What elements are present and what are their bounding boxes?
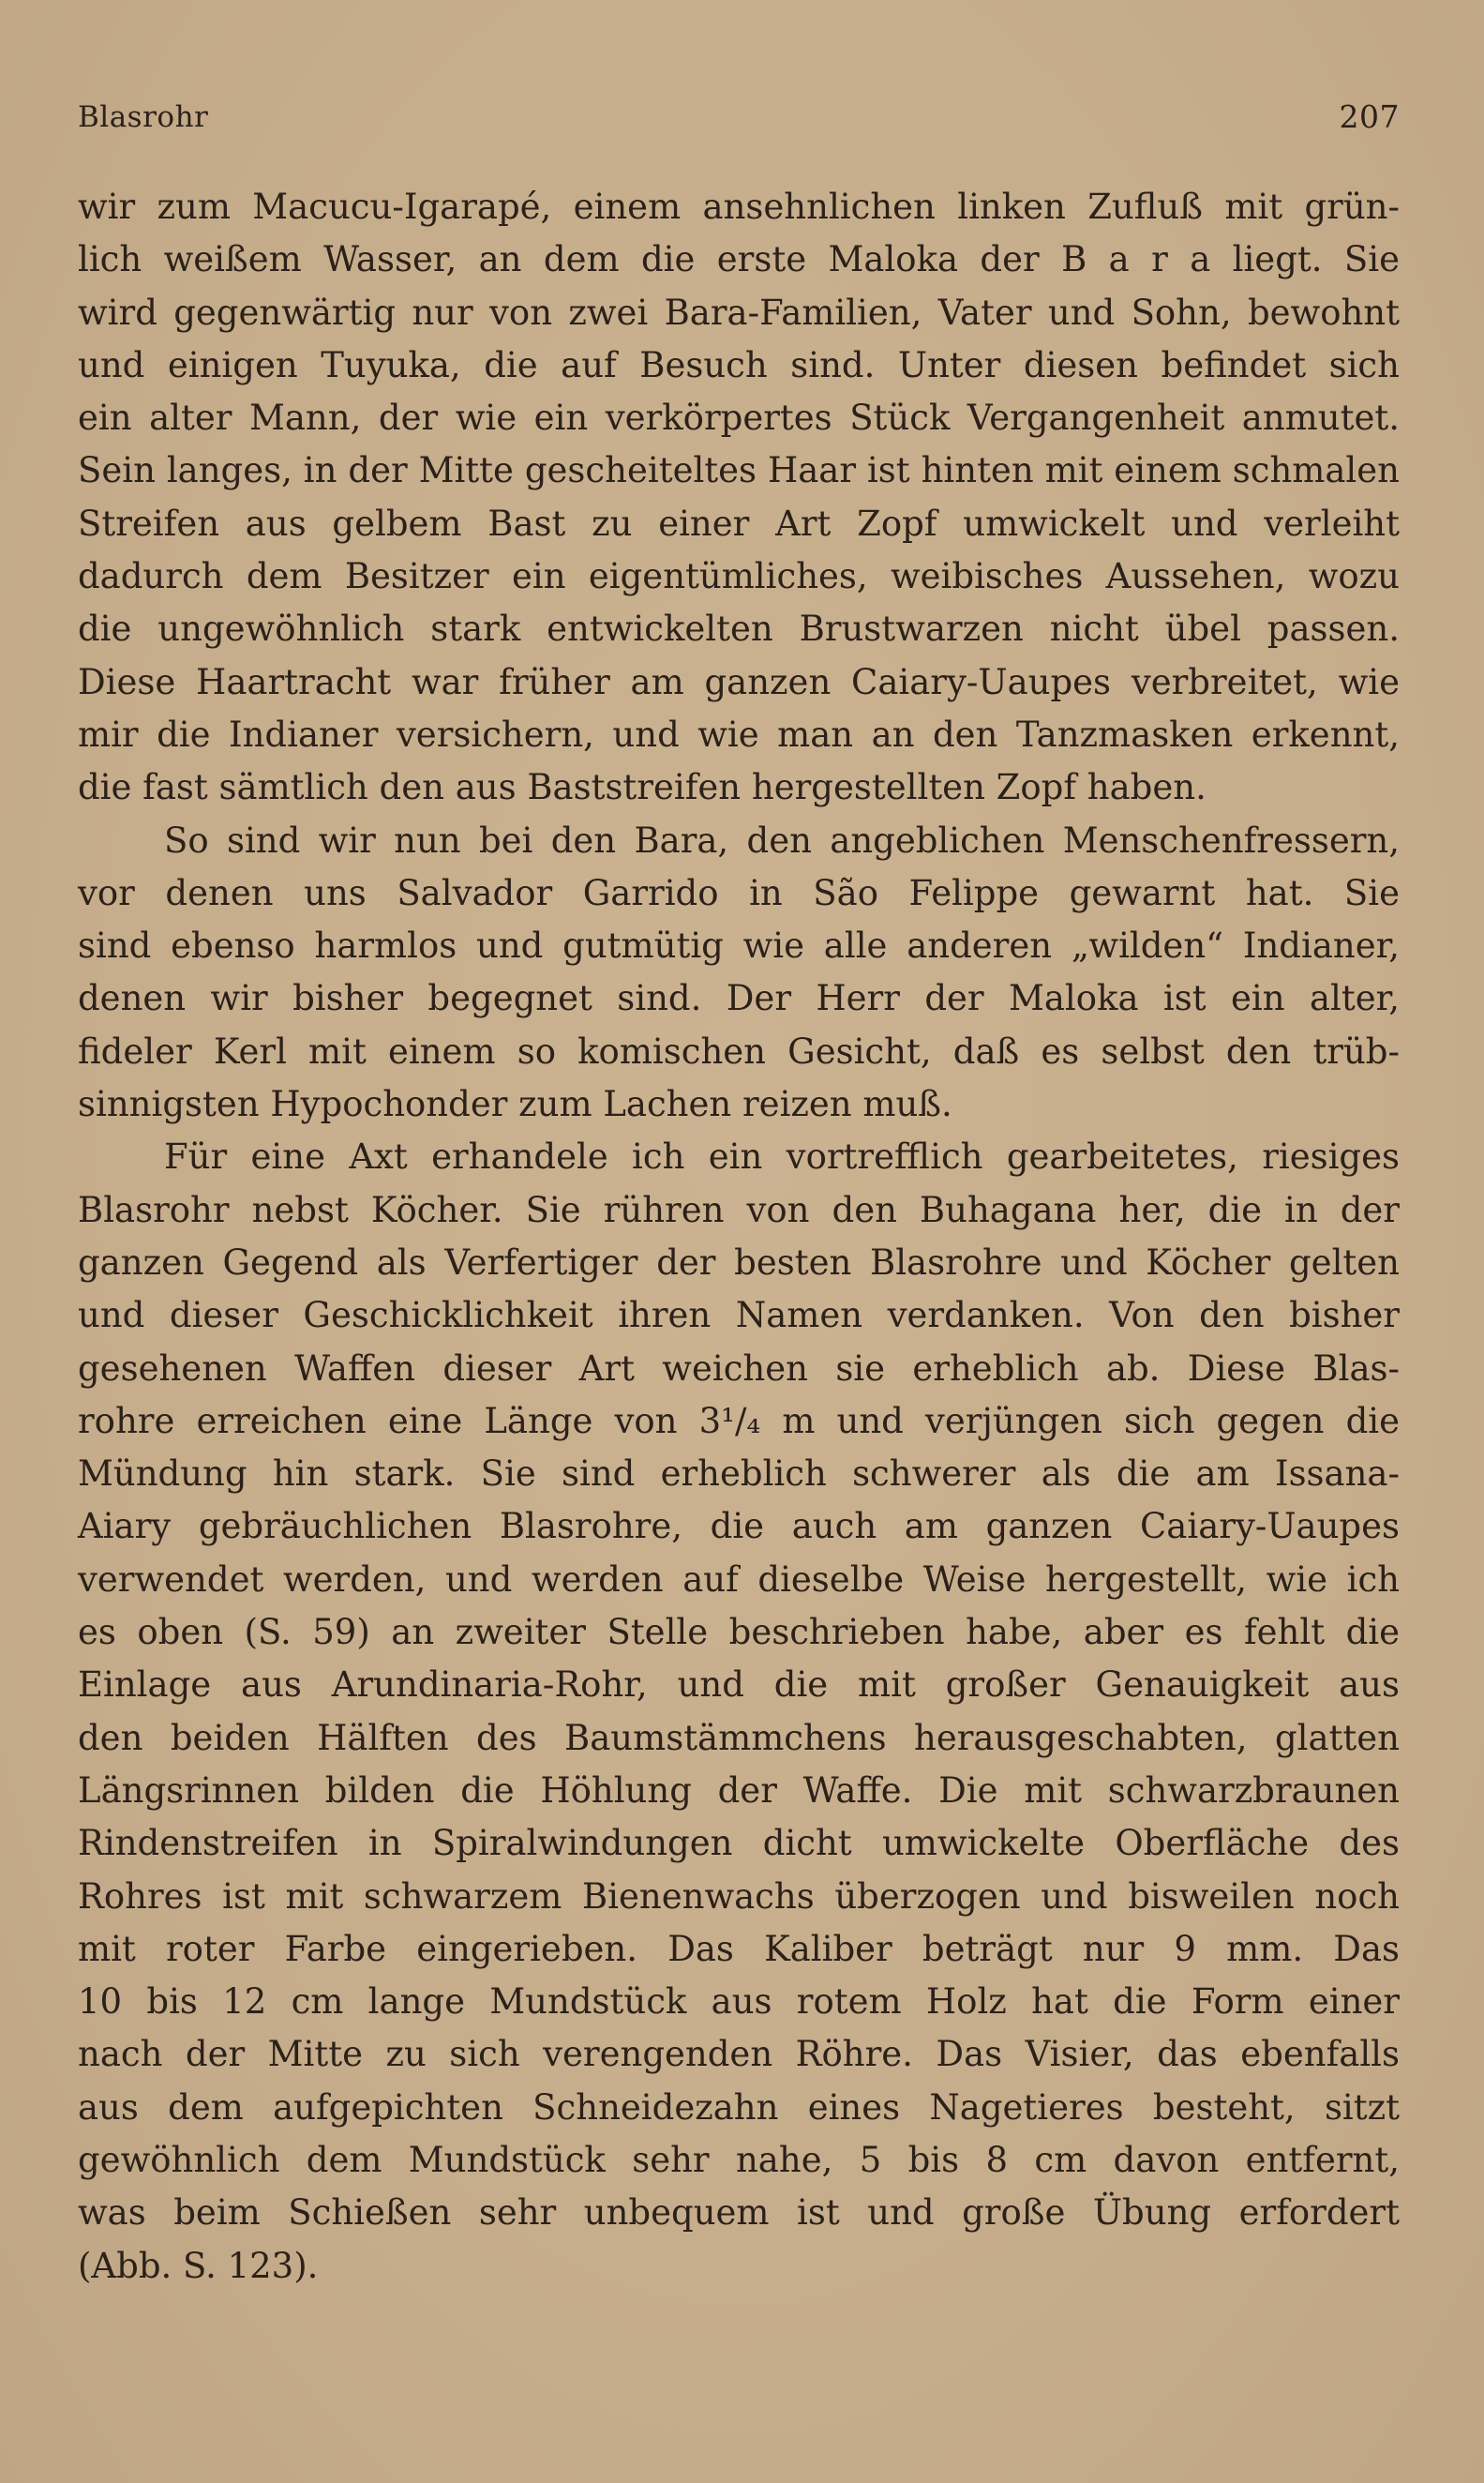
text-line: 10 bis 12 cm lange Mundstück aus rotem Holz hat die Form einer [78, 1981, 1400, 2023]
text-line: Streifen aus gelbem Bast zu einer Art Zopf umwickelt und verleiht [78, 503, 1400, 544]
text-line: mit roter Farbe eingerieben. Das Kaliber beträgt nur 9 mm. Das [78, 1928, 1400, 1969]
text-line: was beim Schießen sehr unbequem ist und große Übung erfordert [78, 2192, 1400, 2234]
text-line: vor denen uns Salvador Garrido in São Felippe gewarnt hat. Sie [78, 872, 1400, 913]
text-line: es oben (S. 59) an zweiter Stelle beschrieben habe, aber es fehlt die [78, 1612, 1400, 1653]
text-line: gewöhnlich dem Mundstück sehr nahe, 5 bis 8 cm davon entfernt, [78, 2139, 1400, 2180]
text-line: wir zum Macucu-Igarapé, einem ansehnlichen linken Zufluß mit grün- [78, 187, 1400, 227]
paragraph [78, 1131, 1400, 2293]
text-line: und dieser Geschicklichkeit ihren Namen verdanken. Von den bisher [78, 1295, 1400, 1336]
text-line: Längsrinnen bilden die Höhlung der Waffe. Die mit schwarzbraunen [78, 1769, 1400, 1811]
text-line: Einlage aus Arundinaria-Rohr, und die mit großer Genauigkeit aus [78, 1664, 1400, 1706]
text-line: fideler Kerl mit einem so komischen Gesicht, daß es selbst den trüb- [78, 1031, 1400, 1072]
text-line: den beiden Hälften des Baumstämmchens herausgeschabten, glatten [78, 1717, 1400, 1758]
text-line: aus dem aufgepichten Schneidezahn eines Nagetieres besteht, sitzt [78, 2086, 1400, 2128]
text-line: nach der Mitte zu sich verengenden Röhre. Das Visier, das ebenfalls [78, 2034, 1400, 2075]
text-line: und einigen Tuyuka, die auf Besuch sind. Unter diesen befindet sich [78, 344, 1400, 385]
text-line: sind ebenso harmlos und gutmütig wie alle anderen „wilden“ Indianer, [78, 925, 1400, 967]
text-line: ein alter Mann, der wie ein verkörpertes Stück Vergangenheit anmutet. [78, 398, 1400, 439]
page-number: 207 [1339, 98, 1400, 135]
text-line: denen wir bisher begegnet sind. Der Herr der Maloka ist ein alter, [78, 978, 1400, 1019]
text-line: verwendet werden, und werden auf dieselbe Weise hergestellt, wie ich [78, 1558, 1400, 1600]
text-line: dadurch dem Besitzer ein eigentümliches, weibisches Aussehen, wozu [78, 556, 1400, 597]
text-line: Sein langes, in der Mitte gescheiteltes Haar ist hinten mit einem schmalen [78, 450, 1400, 491]
body-text [78, 181, 1400, 2293]
text-line: gesehenen Waffen dieser Art weichen sie erheblich ab. Diese Blas- [78, 1347, 1400, 1389]
text-line: wird gegenwärtig nur von zwei Bara-Familien, Vater und Sohn, bewohnt [78, 292, 1400, 333]
text-line: Diese Haartracht war früher am ganzen Caiary-Uaupes verbreitet, wie [78, 661, 1400, 702]
text-line: rohre erreichen eine Länge von 3¹/₄ m und verjüngen sich gegen die [78, 1400, 1400, 1441]
running-head [78, 94, 1400, 141]
text-line: Aiary gebräuchlichen Blasrohre, die auch am ganzen Caiary-Uaupes [78, 1506, 1400, 1547]
text-line: mir die Indianer versichern, und wie man an den Tanzmasken erkennt, [78, 714, 1400, 755]
text-line: (Abb. S. 123). [78, 2245, 319, 2286]
text-line: So sind wir nun bei den Bara, den angeblichen Menschenfressern, [164, 820, 1400, 861]
running-head-title: Blasrohr [78, 100, 209, 134]
text-line: Mündung hin stark. Sie sind erheblich schwerer als die am Issana- [78, 1453, 1400, 1495]
text-line: die ungewöhnlich stark entwickelten Brustwarzen nicht übel passen. [78, 609, 1400, 650]
text-line: Rindenstreifen in Spiralwindungen dicht umwickelte Oberfläche des [78, 1823, 1400, 1864]
text-line: die fast sämtlich den aus Baststreifen hergestellten Zopf haben. [78, 767, 1207, 808]
text-line: Für eine Axt erhandele ich ein vortrefflich gearbeitetes, riesiges [164, 1136, 1400, 1178]
paragraph [78, 181, 1400, 815]
text-line: ganzen Gegend als Verfertiger der besten Blasrohre und Köcher gelten [78, 1242, 1400, 1283]
text-line: Blasrohr nebst Köcher. Sie rühren von den Buhagana her, die in der [78, 1189, 1400, 1230]
text-line: Rohres ist mit schwarzem Bienenwachs überzogen und bisweilen noch [78, 1875, 1400, 1917]
paragraph-container [78, 181, 1400, 2293]
paragraph [78, 815, 1400, 1132]
text-line: lich weißem Wasser, an dem die erste Maloka der B a r a liegt. Sie [78, 239, 1400, 280]
text-line: sinnigsten Hypochonder zum Lachen reizen muß. [78, 1084, 952, 1125]
